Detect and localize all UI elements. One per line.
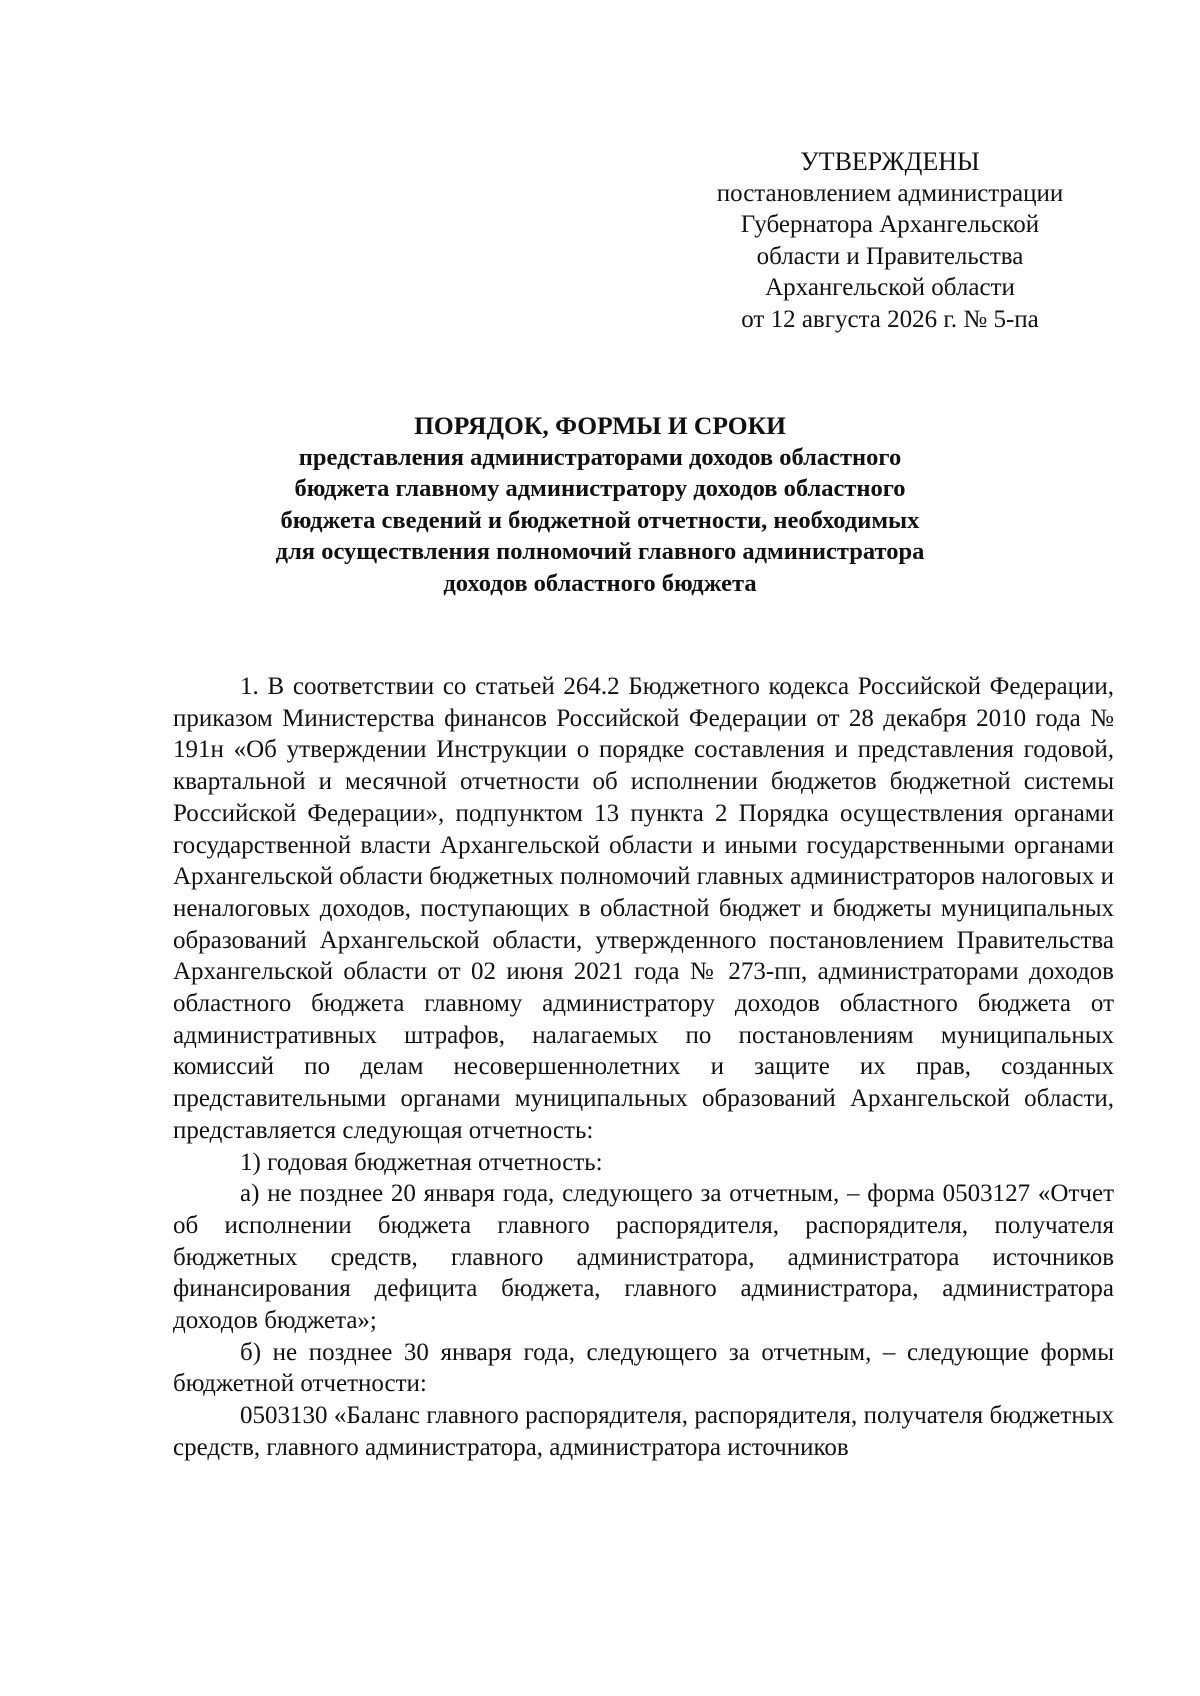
- body-paragraph: б) не позднее 30 января года, следующего за отчетным, – следующие формы бюджетной отчетности:: [173, 1338, 1114, 1398]
- body-paragraph: 0503130 «Баланс главного распорядителя, распорядителя, получателя бюджетных средств, главного администратора, администратора источников: [173, 1402, 1114, 1461]
- body-paragraph: 1. В соответствии со статьей 264.2 Бюджетного кодекса Российской Федерации, приказом Министерства финансов Российской Федерации от 28 декабря 2010 года № 191н «Об утверждении Инструкции о порядке составления и представления годовой, квартальной и месячной отчетности об исполнении бюджетов бюджетной системы Российской Федерации», подпунктом 13 пункта 2 Порядка осуществления органами государственной власти Архангельской области и иными государственными органами Архангельской области бюджетных полномочий главных администраторов налоговых и неналоговых доходов, поступающих в областной бюджет и бюджеты муниципальных образований Архангельской области, утвержденного постановлением Правительства Архангельской области от 02 июня 2021 года № 273-пп, администраторами доходов областного бюджета главному администратору доходов областного бюджета от административных штрафов, налагаемых по постановлениям муниципальных комиссий по делам несовершеннолетних и защите их прав, созданных представительными органами муниципальных образований Архангельской области, представляется следующая отчетность:: [173, 673, 1114, 1144]
- document-subtitle-line: представления администраторами доходов областного: [298, 443, 902, 471]
- approval-line: области и Правительства: [756, 242, 1024, 270]
- document-subtitle-line: для осуществления полномочий главного администратора: [275, 538, 925, 565]
- document-subtitle-line: доходов областного бюджета: [443, 569, 757, 597]
- document-title-main: ПОРЯДОК, ФОРМЫ И СРОКИ: [414, 411, 786, 440]
- document-body: [173, 671, 1114, 1464]
- approval-line: от 12 августа 2026 г. № 5-па: [741, 305, 1039, 333]
- approval-title: УТВЕРЖДЕНЫ: [800, 147, 980, 176]
- body-paragraph: а) не позднее 20 января года, следующего за отчетным, – форма 0503127 «Отчет об исполнении бюджета главного распорядителя, распорядителя, получателя бюджетных средств, главного администратора, администратора источников финансирования дефицита бюджета, главного администратора, администратора доходов бюджета»;: [173, 1180, 1114, 1335]
- document-title: [160, 410, 1040, 599]
- approval-stamp: [700, 146, 1080, 335]
- approval-line: Губернатора Архангельской: [740, 211, 1040, 238]
- approval-line: постановлением администрации: [716, 179, 1064, 207]
- approval-line: Архангельской области: [765, 274, 1015, 301]
- document-subtitle-line: бюджета главному администратору доходов областного: [294, 475, 906, 502]
- body-paragraph: 1) годовая бюджетная отчетность:: [240, 1148, 603, 1176]
- document-subtitle-line: бюджета сведений и бюджетной отчетности, необходимых: [280, 506, 920, 534]
